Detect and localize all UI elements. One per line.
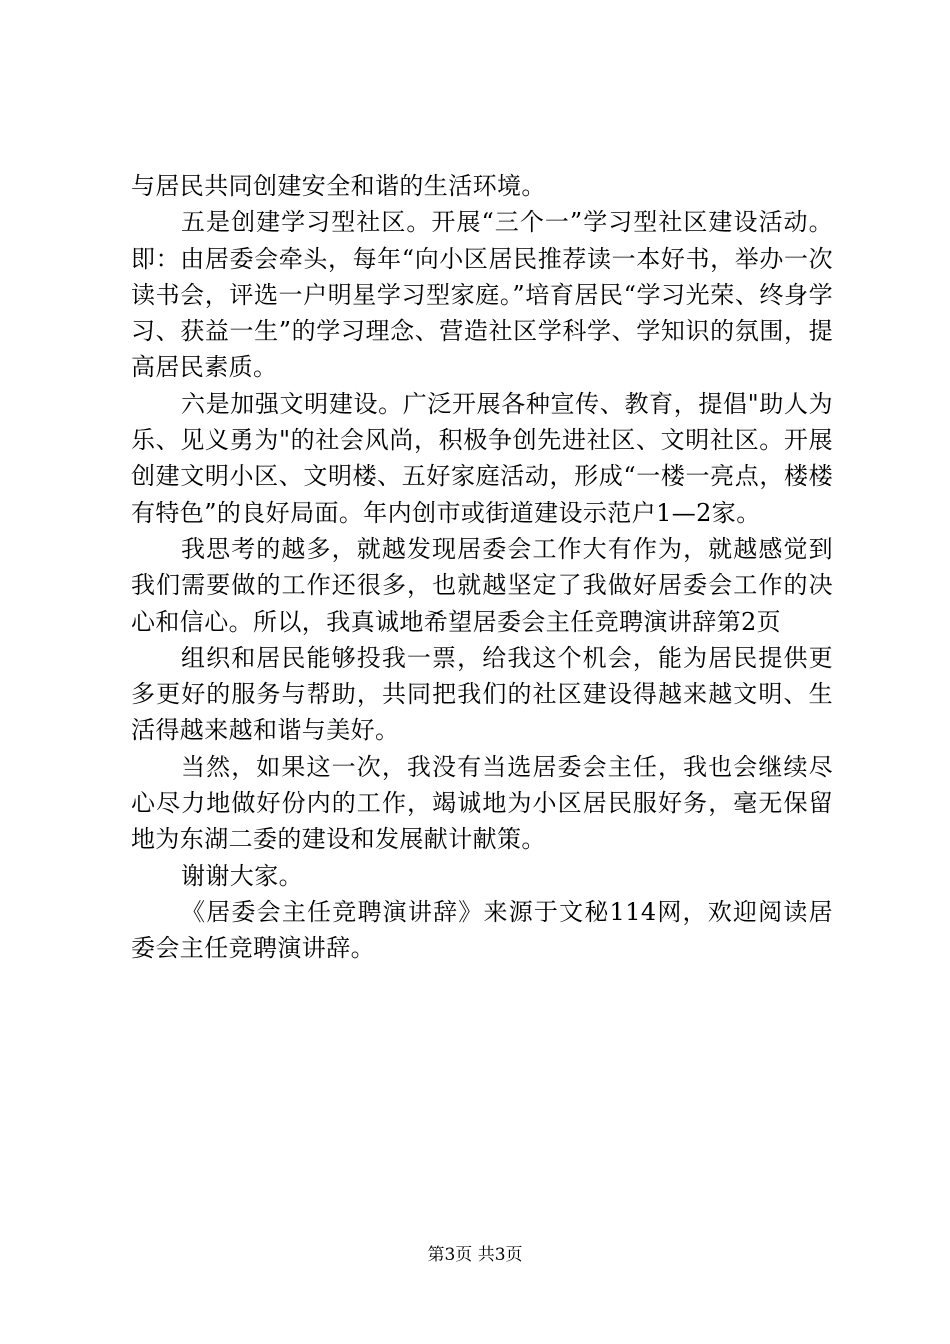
paragraph-8: 《居委会主任竞聘演讲辞》来源于文秘114网，欢迎阅读居委会主任竞聘演讲辞。 [131,897,833,963]
document-body [131,168,833,967]
paragraph-3: 六是加强文明建设。广泛开展各种宣传、教育，提倡"助人为乐、见义勇为"的社会风尚，积极争创先进社区、文明社区。开展创建文明小区、文明楼、五好家庭活动，形成“一楼一亮点，楼楼有特色”的良好局面。年内创市或街道建设示范户1—2家。 [131,389,833,527]
paragraph-6: 当然，如果这一次，我没有当选居委会主任，我也会继续尽心尽力地做好份内的工作，竭诚地为小区居民服好务，毫无保留地为东湖二委的建设和发展献计献策。 [131,752,833,854]
paragraph-4: 我思考的越多，就越发现居委会工作大有作为，就越感觉到我们需要做的工作还很多，也就越坚定了我做好居委会工作的决心和信心。所以，我真诚地希望居委会主任竞聘演讲辞第2页 [131,534,833,636]
paragraph-1: 与居民共同创建安全和谐的生活环境。 [131,172,546,200]
page-footer: 第3页 共3页 [427,1245,523,1265]
paragraph-7: 谢谢大家。 [181,861,303,890]
paragraph-5: 组织和居民能够投我一票，给我这个机会，能为居民提供更多更好的服务与帮助，共同把我们的社区建设得越来越文明、生活得越来越和谐与美好。 [131,643,833,745]
paragraph-2: 五是创建学习型社区。开展“三个一”学习型社区建设活动。即：由居委会牵头，每年“向小区居民推荐读一本好书，举办一次读书会，评选一户明星学习型家庭。”培育居民“学习光荣、终身学习、获益一生”的学习理念、营造社区学科学、学知识的氛围，提高居民素质。 [131,208,833,382]
